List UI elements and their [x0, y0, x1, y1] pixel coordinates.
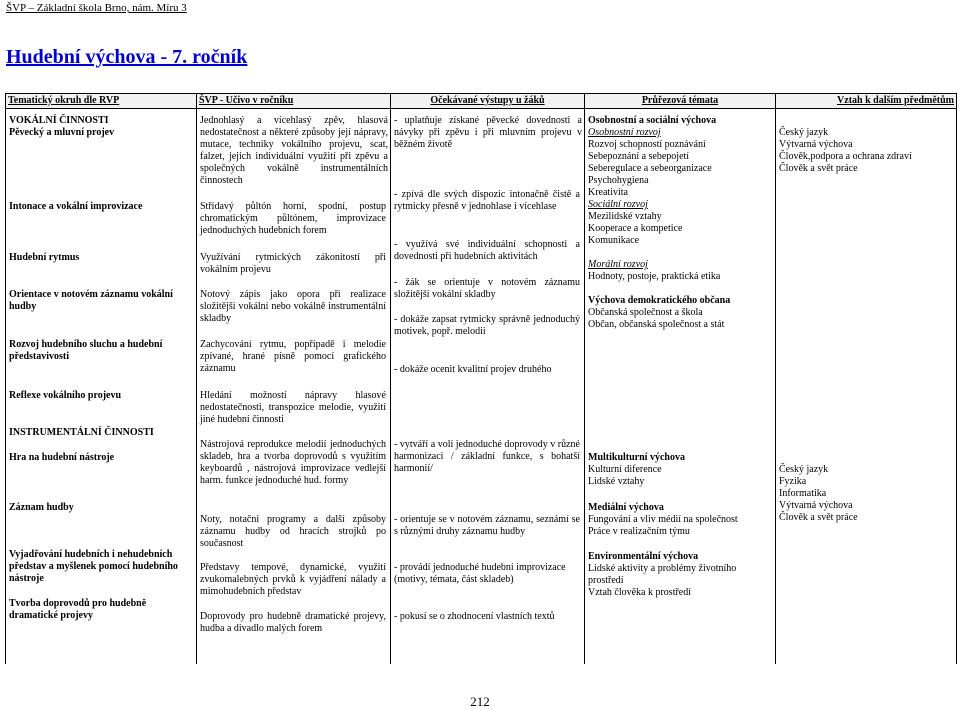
- theme-title: Mediální výchova: [588, 502, 664, 513]
- theme-item: Kreativita: [588, 187, 628, 198]
- topic-item: Tvorba doprovodů pro hudebně dramatické projevy: [9, 598, 147, 621]
- outcome-item: - pokusí se o zhodnocení vlastních textů: [394, 611, 555, 622]
- theme-title: Multikulturní výchova: [588, 452, 685, 463]
- outcomes-cell: [391, 109, 585, 664]
- theme-subheading: Osobnostní rozvoj: [588, 127, 661, 138]
- topic-item: Vyjadřování hudebních i nehudebních představ a myšlenek pomocí hudebního nástroje: [9, 549, 178, 584]
- curriculum-table: [5, 93, 957, 664]
- outcome-item: - orientuje se v notovém záznamu, seznámí se s různými druhy záznamu hudby: [394, 514, 580, 537]
- relation-item: Člověk a svět práce: [779, 163, 858, 174]
- table-header-row: [6, 94, 957, 109]
- theme-item: Občan, občanská společnost a stát: [588, 319, 725, 330]
- topic-item: Intonace a vokální improvizace: [9, 201, 143, 212]
- curriculum-item: Noty, notační programy a další způsoby záznamu hudby od hracích strojků po současnost: [200, 514, 386, 549]
- theme-title: Výchova demokratického občana: [588, 295, 731, 306]
- curriculum-cell: [197, 109, 391, 664]
- theme-item: Fungování a vliv médií na společnost: [588, 514, 738, 525]
- curriculum-item: Zachycování rytmu, popřípadě i melodie zpívané, hrané písně pomocí grafického záznamu: [200, 339, 386, 374]
- topic-item: Orientace v notovém záznamu vokální hudby: [9, 289, 173, 312]
- theme-item: Kooperace a kompetice: [588, 223, 683, 234]
- relation-item: Člověk,podpora a ochrana zdraví: [779, 151, 912, 162]
- topic-item: Rozvoj hudebního sluchu a hudební představivosti: [9, 339, 163, 362]
- page-title: Hudební výchova - 7. ročník: [6, 46, 248, 68]
- column-header-curriculum: ŠVP - Učivo v ročníku: [197, 94, 391, 109]
- school-header: ŠVP – Základní škola Brno, nám. Míru 3: [6, 2, 187, 14]
- topic-heading: INSTRUMENTÁLNÍ ČINNOSTI: [9, 427, 154, 438]
- relation-item: Český jazyk: [779, 127, 829, 138]
- column-header-themes: Průřezová témata: [585, 94, 776, 109]
- topics-cell: [6, 109, 197, 664]
- curriculum-item: Střídavý půltón horní, spodní, postup chromatickým půltónem, improvizace jednoduchých hudebních forem: [200, 201, 386, 236]
- page-number: 212: [470, 694, 490, 709]
- theme-item: Komunikace: [588, 235, 640, 246]
- column-header-relations: Vztah k dalším předmětům: [776, 94, 957, 109]
- outcome-item: - dokáže ocenit kvalitní projev druhého: [394, 364, 552, 375]
- theme-item: Kulturní diference: [588, 464, 662, 475]
- theme-item: Lidské aktivity a problémy životního prostředí: [588, 563, 737, 586]
- theme-title: Environmentální výchova: [588, 551, 699, 562]
- curriculum-item: Představy tempové, dynamické, využití zvukomalebných prvků k vyjádření nálady a mimohudebních představ: [200, 562, 386, 597]
- relations-cell: [776, 109, 957, 664]
- outcome-item: - vytváří a volí jednoduché doprovody v různé harmonizaci / základní funkce, s bohatší harmonií/: [394, 439, 580, 474]
- column-header-outcomes: Očekávané výstupy u žáků: [391, 94, 585, 109]
- themes-cell: [585, 109, 776, 664]
- theme-item: Rozvoj schopností poznávání: [588, 139, 706, 150]
- relation-item: Výtvarná výchova: [779, 139, 853, 150]
- outcome-item: - provádí jednoduché hudební improvizace (motivy, témata, část skladeb): [394, 562, 566, 585]
- curriculum-item: Doprovody pro hudebně dramatické projevy, hudba a divadlo malých forem: [200, 611, 386, 634]
- curriculum-item: Notový zápis jako opora při realizace složitější vokální nebo vokálně instrumentální skladby: [200, 289, 386, 324]
- theme-item: Seberegulace a sebeorganizace: [588, 163, 712, 174]
- topic-heading: VOKÁLNÍ ČINNOSTI: [9, 115, 109, 126]
- theme-item: Občanská společnost a škola: [588, 307, 703, 318]
- relation-item: Člověk a svět práce: [779, 512, 858, 523]
- curriculum-item: Hledání možností nápravy hlasové nedostatečnosti, transpozice melodie, využití jiné hudební činnosti: [200, 390, 386, 425]
- theme-item: Lidské vztahy: [588, 476, 645, 487]
- topic-item: Reflexe vokálního projevu: [9, 390, 122, 401]
- topic-item: Hra na hudební nástroje: [9, 452, 115, 463]
- theme-title: Osobnostní a sociální výchova: [588, 115, 717, 126]
- relation-item: Český jazyk: [779, 464, 829, 475]
- theme-item: Psychohygiena: [588, 175, 649, 186]
- theme-subheading: Sociální rozvoj: [588, 199, 648, 210]
- topic-item: Hudební rytmus: [9, 252, 80, 263]
- outcome-item: - zpívá dle svých dispozic intonačně čistě a rytmicky přesně v jednohlase i vícehlase: [394, 189, 580, 212]
- outcome-item: - žák se orientuje v notovém záznamu složitější vokální skladby: [394, 277, 580, 300]
- relation-item: Fyzika: [779, 476, 807, 487]
- topic-item: Záznam hudby: [9, 502, 74, 513]
- theme-item: Práce v realizačním týmu: [588, 526, 690, 537]
- curriculum-item: Využívání rytmických zákonitostí při vokálním projevu: [200, 252, 386, 275]
- curriculum-item: Nástrojová reprodukce melodií jednoduchých skladeb, hra a tvorba doprovodů s využitím keyboardů , nástrojová improvizace vedlejší harm. funkce jednoduché hud. formy: [200, 439, 386, 486]
- theme-item: Hodnoty, postoje, praktická etika: [588, 271, 721, 282]
- outcome-item: - využívá své individuální schopnosti a dovednosti při hudebních aktivitách: [394, 239, 580, 262]
- outcome-item: - dokáže zapsat rytmicky správně jednoduchý motivek, popř. melodii: [394, 314, 580, 337]
- theme-item: Vztah člověka k prostředí: [588, 587, 692, 598]
- outcome-item: - uplatňuje získané pěvecké dovednosti a návyky při zpěvu i při mluvním projevu v běžném životě: [394, 115, 582, 150]
- relation-item: Výtvarná výchova: [779, 500, 853, 511]
- theme-item: Mezilidské vztahy: [588, 211, 662, 222]
- curriculum-item: Jednohlasý a vícehlasý zpěv, hlasová nedostatečnost a některé způsoby její nápravy, mutace, techniky vokálního projevu, scat, falzet, jejich individuální využití při zpěvu a společných vokálně instrumentálních činnostech: [200, 115, 388, 186]
- topic-item: Pěvecký a mluvní projev: [9, 127, 115, 138]
- theme-subheading: Morální rozvoj: [588, 259, 648, 270]
- table-row: [6, 109, 957, 664]
- theme-item: Sebepoznání a sebepojetí: [588, 151, 690, 162]
- column-header-topic: Tematický okruh dle RVP: [6, 94, 197, 109]
- relation-item: Informatika: [779, 488, 827, 499]
